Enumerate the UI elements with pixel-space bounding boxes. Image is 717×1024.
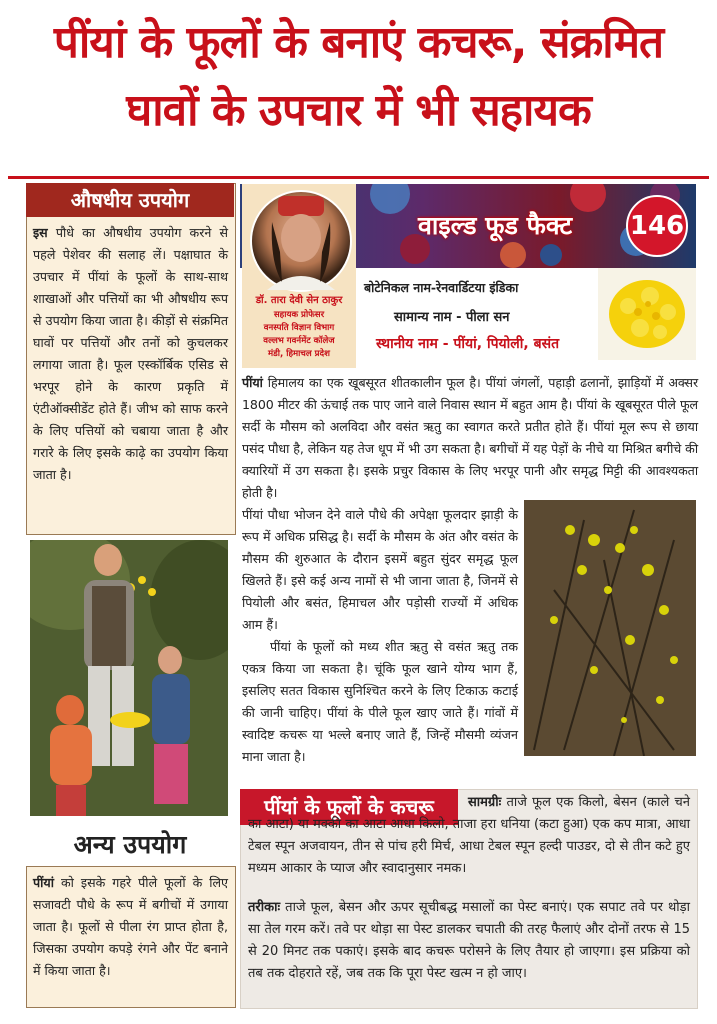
flowering-shrub-illustration bbox=[524, 500, 696, 756]
medicinal-lead: इस bbox=[33, 225, 48, 240]
flower-closeup-photo bbox=[598, 268, 696, 360]
other-uses-lead: पींयां bbox=[33, 875, 54, 890]
headline bbox=[8, 10, 709, 172]
flowering-shrub-photo bbox=[524, 500, 696, 756]
medicinal-heading: औषधीय उपयोग bbox=[26, 183, 234, 217]
medicinal-body: पौधे का औषधीय उपयोग करने से पहले पेशेवर की सलाह लें। पक्षाघात के उपचार में पींयां के फूलों के साथ-साथ शाखाओं और पत्तियों का भी औषधीय रूप से उपयोग किया जाता है। कीड़ों से संक्रमित घावों पर पत्तियों और तनों को कुचलकर लगाया जाता है। फूल एस्कॉर्बिक एसिड से भरपूर होने के कारण प्रकृति में एंटीऑक्सीडेंट होते हैं। जीभ को साफ करने के लिए पत्तियों को चबाया जाता है और गरारे के लिए इसके काढ़े का उपयोग किया जाता है। bbox=[33, 225, 228, 482]
author-department: वनस्पति विज्ञान विभाग bbox=[263, 323, 335, 333]
author-card bbox=[242, 184, 356, 368]
author-avatar bbox=[250, 190, 352, 292]
article-lead: पींयां bbox=[242, 375, 263, 390]
method-label: तरीकाः bbox=[248, 900, 281, 915]
method-text: ताजे फूल, बेसन और ऊपर सूचीबद्ध मसालों का पेस्ट बनाएं। एक सपाट तवे पर थोड़ा सा तेल गरम करें। तवे पर थोड़ा सा पेस्ट डालकर चपाती की तरह फैलाएं और दोनों तरफ से 15 से 20 मिनट तक पकाएं। इसके बाद कचरू परोसने के लिए तैयार हो जाएगा। इस प्रक्रिया को तब तक दोहराते रहें, जब तक कि पूरा पेस्ट खत्म न हो जाए। bbox=[248, 900, 690, 981]
ingredients-label: सामग्रीः bbox=[468, 795, 502, 810]
issue-number-badge: 146 bbox=[626, 195, 688, 257]
ingredients-text: ताजे फूल एक किलो, बेसन (काले चने का आटा) या मक्की का आटा आधा किलो, ताजा हरा धनिया (कटा हुआ) एक कप मात्रा, आधा टेबल स्पून अजवायन, तीन से पांच हरी मिर्च, आधा टेबल स्पून हल्दी पाउडर, दो से तीन कटे हुए मध्यम आकार के प्याज और स्वादानुसार नमक। bbox=[248, 795, 690, 876]
flower-closeup-illustration bbox=[598, 268, 696, 360]
medicinal-text bbox=[33, 222, 228, 486]
banner-title: वाइल्ड फूड फैक्ट bbox=[418, 211, 573, 240]
headline-line-2: घावों के उपचार में भी सहायक bbox=[126, 85, 591, 136]
botanical-name: बोटेनिकल नाम-रेनवार्डिटया इंडिका bbox=[364, 280, 519, 295]
article-paragraph-1-narrow: पींयां पौधा भोजन देने वाले पौधे की अपेक्षा फूलदार झाड़ी के रूप में अधिक प्रसिद्ध है। सर्दी के मौसम के अंत और वसंत के मौसम की शुरुआत के दौरान इसमें बहुत सुंदर समृद्ध फूल खिलते हैं। इसे कई अन्य नामों से भी जाना जाता है, जिनमें से पियोली और बसंत, हिमाचल और पड़ोसी राज्यों में अधिक आम हैं। bbox=[242, 507, 518, 632]
recipe-heading: पींयां के फूलों के कचरू bbox=[240, 789, 458, 825]
recipe-method bbox=[248, 897, 690, 985]
article-body-1: हिमालय का एक खूबसूरत शीतकालीन फूल है। पींयां जंगलों, पहाड़ी ढलानों, झाड़ियों में अक्सर 1800 मीटर की ऊंचाई तक पाए जाने वाले निवास स्थान में बहुत आम है। पींयां के खूबसूरत पीले फूल सर्दी के मौसम को अलविदा और वसंत ऋतु का स्वागत करते प्रतीत होते हैं। पींयां मूल रूप से छाया पसंद पौधा है, लेकिन यह तेज धूप में भी उग सकता है। बगीचों में यह पेड़ों के नीचे या मिश्रित बगीचे की क्यारियों में उग सकता है। इसके प्रचुर विकास के लिए भरपूर पानी और समृद्ध मिट्टी की आवश्यकता होती है। bbox=[242, 375, 698, 500]
author-location: मंडी, हिमाचल प्रदेश bbox=[268, 349, 330, 359]
article-paragraph-2: पींयां के फूलों को मध्य शीत ऋतु से वसंत ऋतु तक एकत्र किया जा सकता है। चूंकि फूल खाने योग्य भाग हैं, इसलिए सतत विकास सुनिश्चित करने के लिए टिकाऊ कटाई की जानी चाहिए। पींयां के पीले फूल खाए जाते हैं। गांवों में स्वादिष्ट कचरू या भल्ले बनाए जाते हैं, जिन्हें मौसमी व्यंजन माना जाता है। bbox=[242, 639, 518, 764]
author-name: डॉ. तारा देवी सेन ठाकुर bbox=[255, 295, 343, 306]
family-photo bbox=[30, 540, 228, 816]
author-college: वल्लभ गवर्नमेंट कॉलेज bbox=[263, 336, 335, 346]
author-title: सहायक प्रोफेसर bbox=[273, 310, 325, 320]
recipe-ingredients bbox=[248, 792, 690, 880]
article-paragraph-1 bbox=[242, 372, 698, 504]
headline-line-1: पींयां के फूलों के बनाएं कचरू, संक्रमित bbox=[53, 17, 664, 68]
headline-rule bbox=[8, 176, 709, 179]
other-uses-text bbox=[33, 872, 228, 982]
author-avatar-illustration bbox=[252, 192, 350, 290]
local-name: स्थानीय नाम - पींयां, पियोली, बसंत bbox=[376, 336, 560, 352]
family-photo-illustration bbox=[30, 540, 228, 816]
other-uses-body: को इसके गहरे पीले फूलों के लिए सजावटी पौधे के रूप में बगीचों में उगाया जाता है। फूलों से पीला रंग प्राप्त होता है, जिसका उपयोग कपड़े रंगने और पेंट बनाने में किया जाता है। bbox=[33, 875, 228, 978]
common-name: सामान्य नाम - पीला सन bbox=[394, 310, 510, 325]
other-uses-heading: अन्य उपयोग bbox=[73, 830, 187, 859]
